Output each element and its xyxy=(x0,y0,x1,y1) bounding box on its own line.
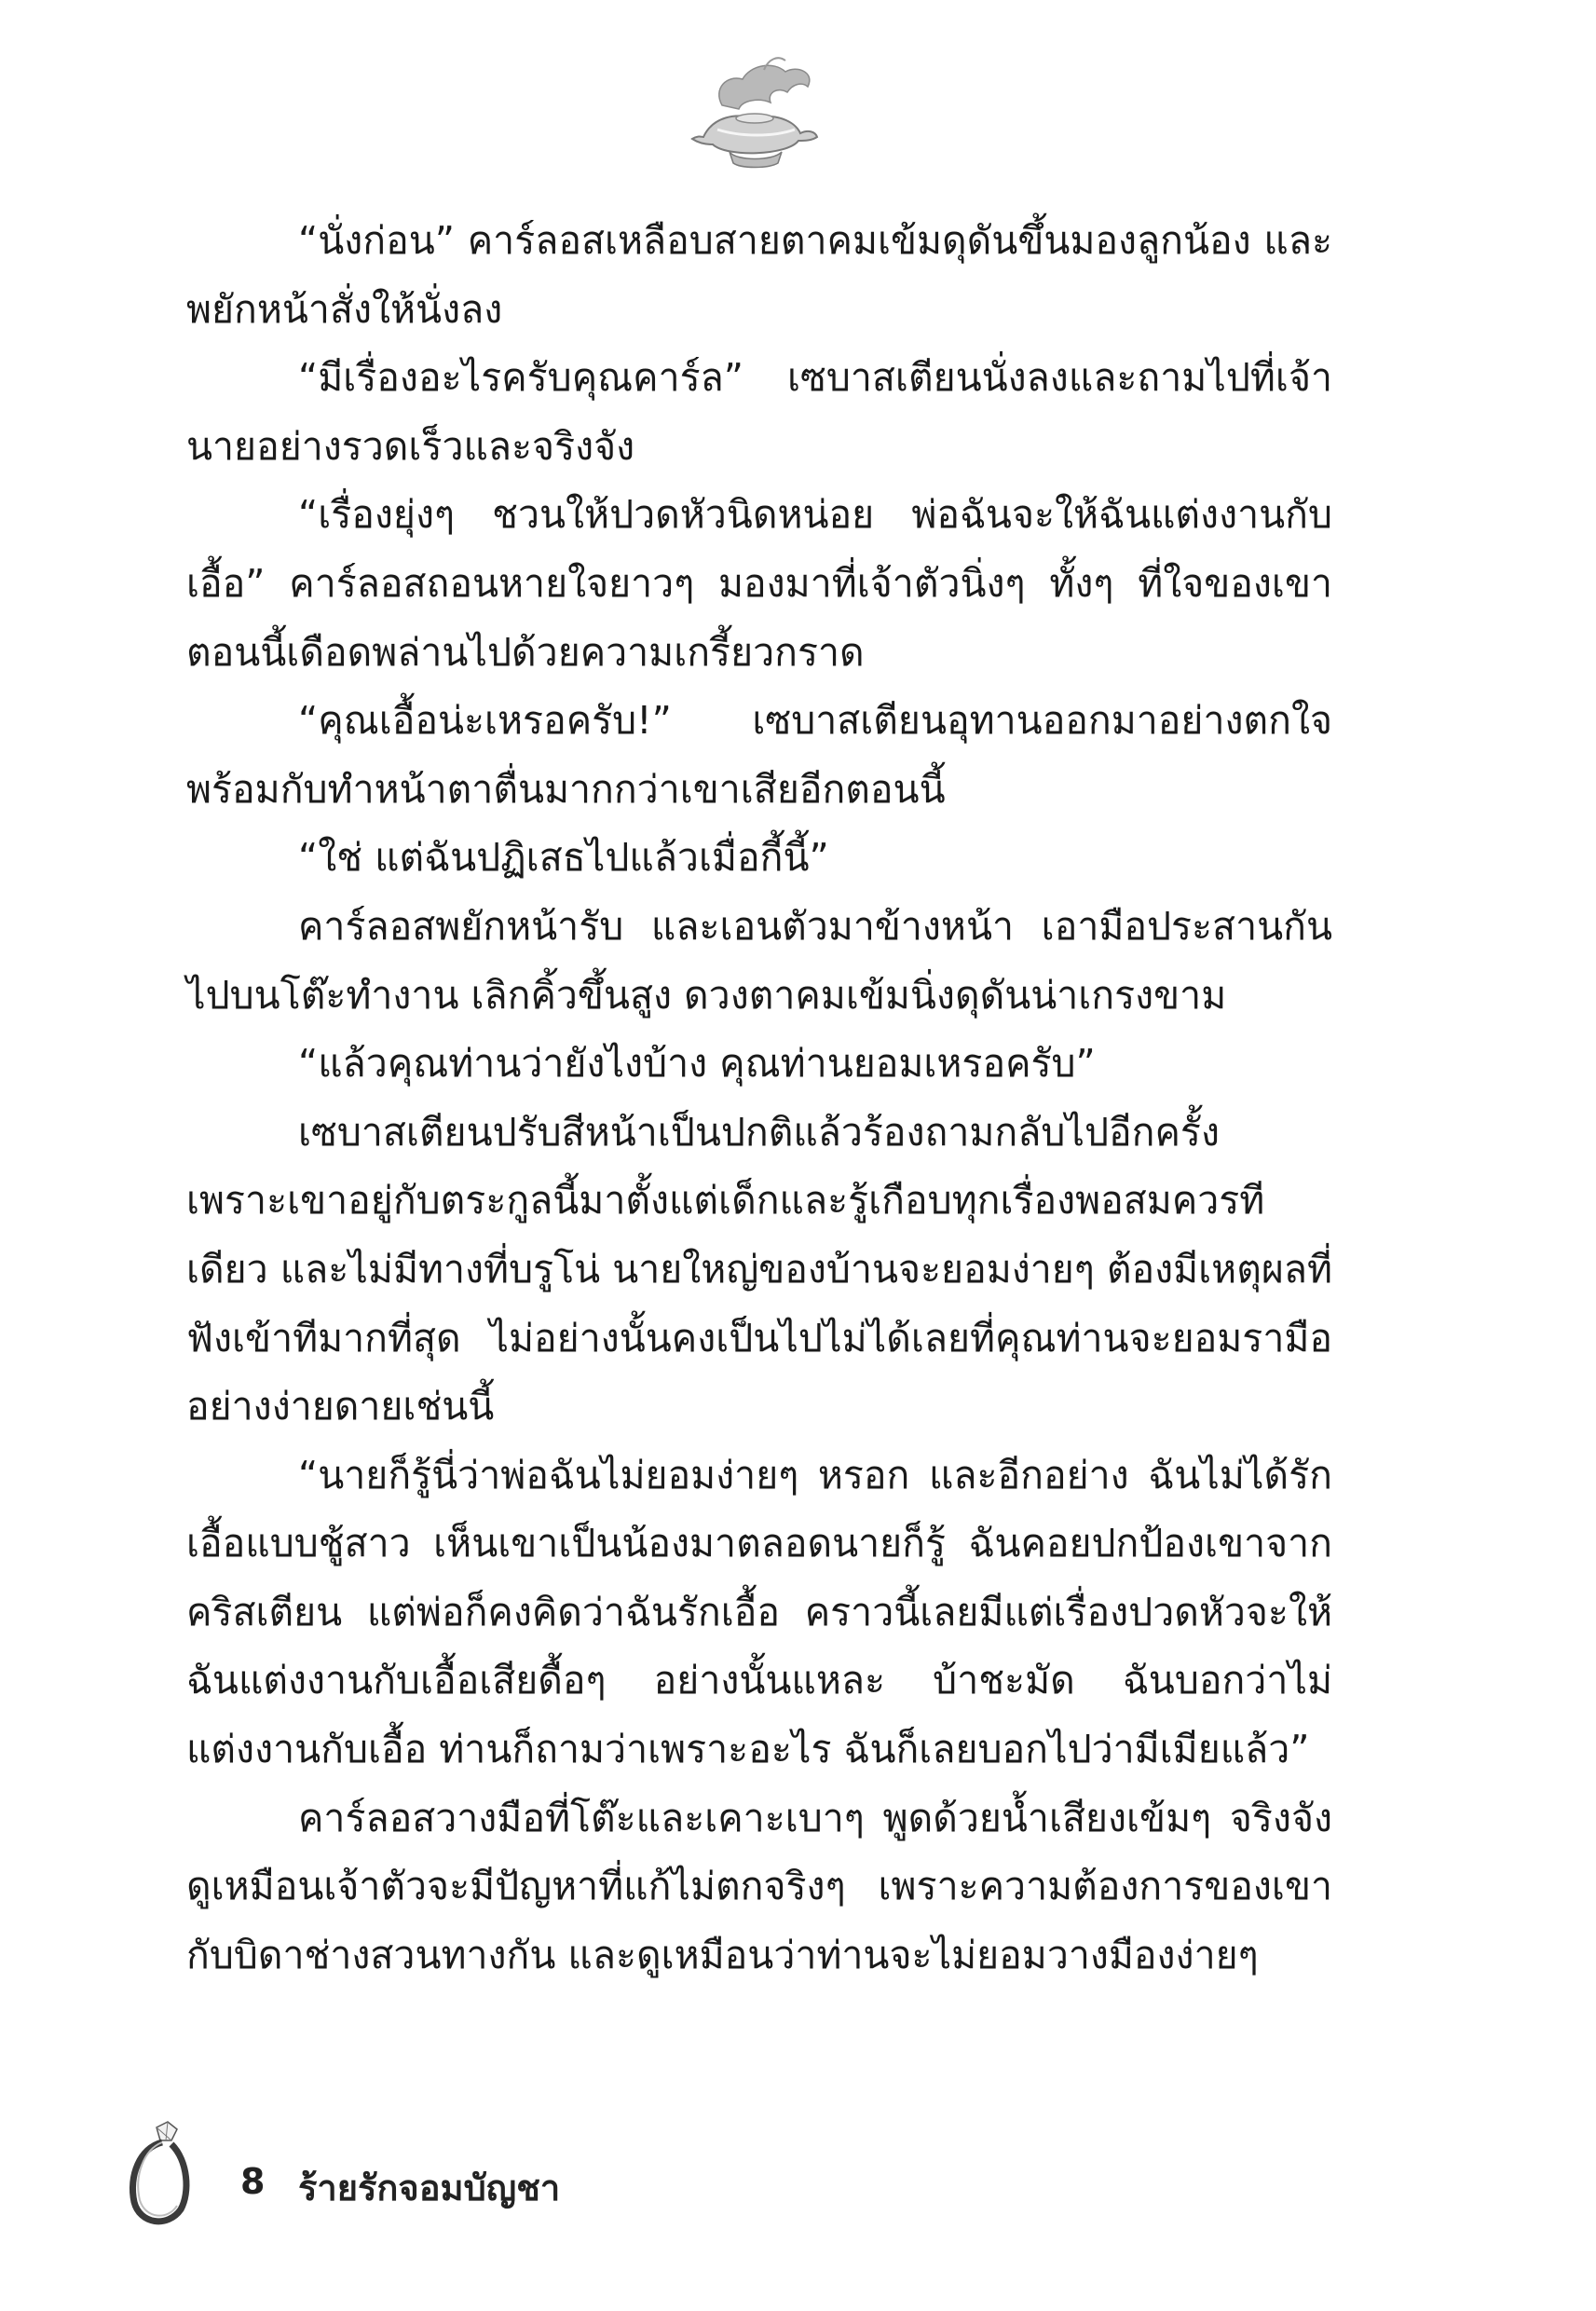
paragraph: คาร์ลอสพยักหน้ารับ และเอนตัวมาข้างหน้า เอามือประสานกันไปบนโต๊ะทำงาน เลิกคิ้วขึ้นสูง ดวงตาคมเข้มนิ่งดุดันน่าเกรงขาม xyxy=(186,903,1332,1018)
genie-lamp-icon xyxy=(685,51,825,172)
book-title: ร้ายรักจอมบัญชา xyxy=(298,2167,561,2208)
page-number: 8 xyxy=(240,2161,266,2202)
paragraph: “แล้วคุณท่านว่ายังไงบ้าง คุณท่านยอมเหรอครับ” xyxy=(298,1041,1096,1087)
paragraph: “เรื่องยุ่งๆ ชวนให้ปวดหัวนิดหน่อย พ่อฉันจะให้ฉันแต่งงานกับเอื้อ” คาร์ลอสถอนหายใจยาวๆ มองมาที่เจ้าตัวนิ่งๆ ทั้งๆ ที่ใจของเขาตอนนี้เดือดพล่านไปด้วยความเกรี้ยวกราด xyxy=(186,492,1332,675)
paragraph: “ใช่ แต่ฉันปฏิเสธไปแล้วเมื่อกี้นี้” xyxy=(298,835,829,881)
paragraph: “นายก็รู้นี่ว่าพ่อฉันไม่ยอมง่ายๆ หรอก และอีกอย่าง ฉันไม่ได้รักเอื้อแบบชู้สาว เห็นเขาเป็นน้องมาตลอดนายก็รู้ ฉันคอยปกป้องเขาจากคริสเตียน แต่พ่อก็คงคิดว่าฉันรักเอื้อ คราวนี้เลยมีแต่เรื่องปวดหัวจะให้ฉันแต่งงานกับเอื้อเสียดื้อๆ อย่างนั้นแหละ บ้าชะมัด ฉันบอกว่าไม่แต่งงานกับเอื้อ ท่านก็ถามว่าเพราะอะไร ฉันก็เลยบอกไปว่ามีเมียแล้ว” xyxy=(186,1452,1332,1772)
paragraph: คาร์ลอสวางมือที่โต๊ะและเคาะเบาๆ พูดด้วยน้ำเสียงเข้มๆ จริงจังดูเหมือนเจ้าตัวจะมีปัญหาที่แก้ไม่ตกจริงๆ เพราะความต้องการของเขากับบิดาช่างสวนทางกัน และดูเหมือนว่าท่านจะไม่ยอมวางมืองง่ายๆ xyxy=(186,1795,1332,1977)
diamond-ring-icon xyxy=(121,2120,196,2232)
paragraph: เซบาสเตียนปรับสีหน้าเป็นปกติแล้วร้องถามกลับไปอีกครั้ง เพราะเขาอยู่กับตระกูลนี้มาตั้งแต่เด็กและรู้เกือบทุกเรื่องพอสมควรทีเดียว และไม่มีทางที่บรูโน่ นายใหญ่ของบ้านจะยอมง่ายๆ ต้องมีเหตุผลที่ฟังเข้าทีมากที่สุด ไม่อย่างนั้นคงเป็นไปไม่ได้เลยที่คุณท่านจะยอมรามืออย่างง่ายดายเช่นนี้ xyxy=(186,1109,1332,1429)
body-text xyxy=(186,207,1332,1990)
paragraph: “นั่งก่อน” คาร์ลอสเหลือบสายตาคมเข้มดุดันขึ้นมองลูกน้อง และพยักหน้าสั่งให้นั่งลง xyxy=(186,218,1332,332)
paragraph: “คุณเอื้อน่ะเหรอครับ!” เซบาสเตียนอุทานออกมาอย่างตกใจพร้อมกับทำหน้าตาตื่นมากกว่าเขาเสียอีกตอนนี้ xyxy=(186,698,1332,812)
page-footer xyxy=(121,2120,773,2232)
paragraph: “มีเรื่องอะไรครับคุณคาร์ล” เซบาสเตียนนั่งลงและถามไปที่เจ้านายอย่างรวดเร็วและจริงจัง xyxy=(186,355,1332,469)
